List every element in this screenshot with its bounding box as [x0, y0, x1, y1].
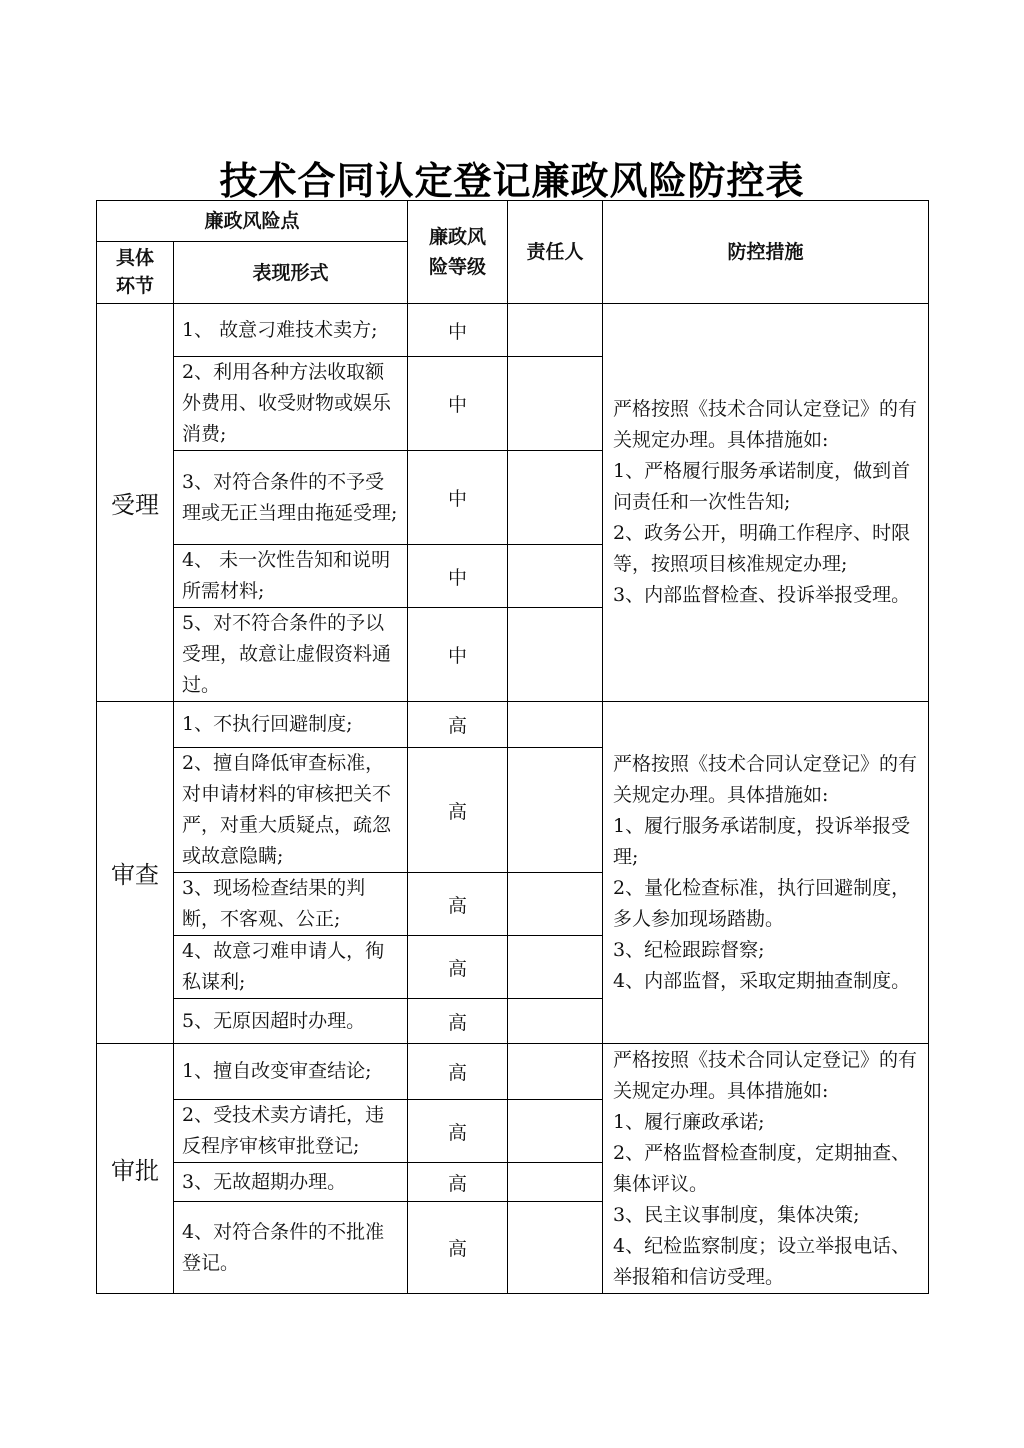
form-cell: 1、 故意刁难技术卖方;	[174, 304, 408, 357]
responsible-cell	[508, 451, 603, 545]
form-cell: 2、利用各种方法收取额外费用、收受财物或娱乐消费;	[174, 357, 408, 451]
risk-level-cell: 高	[408, 748, 508, 873]
risk-level-cell: 高	[408, 1163, 508, 1202]
measures-line: 4、纪检监察制度；设立举报电话、举报箱和信访受理。	[613, 1234, 911, 1288]
measures-line: 3、内部监督检查、投诉举报受理。	[613, 584, 911, 606]
measures-cell	[603, 1044, 929, 1294]
form-cell: 1、擅自改变审查结论;	[174, 1044, 408, 1100]
measures-line: 2、严格监督检查制度，定期抽查、集体评议。	[613, 1141, 911, 1195]
risk-level-cell: 中	[408, 608, 508, 702]
form-cell: 4、故意刁难申请人，徇私谋利;	[174, 936, 408, 999]
measures-line: 1、履行服务承诺制度，投诉举报受理;	[613, 814, 911, 868]
header-measures: 防控措施	[603, 201, 929, 304]
form-cell: 5、无原因超时办理。	[174, 999, 408, 1044]
risk-control-table	[96, 200, 929, 1294]
risk-level-cell: 中	[408, 451, 508, 545]
responsible-cell	[508, 873, 603, 936]
header-form: 表现形式	[174, 242, 408, 304]
measures-line: 严格按照《技术合同认定登记》的有关规定办理。具体措施如:	[613, 1048, 918, 1102]
risk-level-cell: 高	[408, 873, 508, 936]
form-cell: 4、对符合条件的不批准登记。	[174, 1202, 408, 1294]
stage-cell: 审查	[97, 702, 174, 1044]
measures-cell	[603, 304, 929, 702]
risk-level-cell: 高	[408, 1100, 508, 1163]
measures-line: 2、量化检查标准，执行回避制度，多人参加现场踏勘。	[613, 876, 911, 930]
risk-level-cell: 高	[408, 702, 508, 748]
header-risk-point: 廉政风险点	[97, 201, 408, 242]
responsible-cell	[508, 1163, 603, 1202]
measures-cell	[603, 702, 929, 1044]
responsible-cell	[508, 1100, 603, 1163]
form-cell: 5、对不符合条件的予以受理，故意让虚假资料通过。	[174, 608, 408, 702]
responsible-cell	[508, 304, 603, 357]
form-cell: 3、无故超期办理。	[174, 1163, 408, 1202]
measures-line: 3、民主议事制度，集体决策;	[613, 1203, 860, 1226]
risk-level-cell: 高	[408, 1202, 508, 1294]
risk-level-cell: 高	[408, 999, 508, 1044]
responsible-cell	[508, 702, 603, 748]
responsible-cell	[508, 357, 603, 451]
measures-line: 3、纪检跟踪督察;	[613, 938, 765, 961]
form-cell: 1、不执行回避制度;	[174, 702, 408, 748]
header-stage: 具体环节	[97, 242, 174, 304]
form-cell: 3、现场检查结果的判断，不客观、公正;	[174, 873, 408, 936]
measures-line: 4、内部监督，采取定期抽查制度。	[613, 969, 911, 992]
responsible-cell	[508, 1044, 603, 1100]
header-responsible-person: 责任人	[508, 201, 603, 304]
stage-cell: 审批	[97, 1044, 174, 1294]
header-risk-level: 廉政风险等级	[408, 201, 508, 304]
risk-level-cell: 高	[408, 1044, 508, 1100]
measures-line: 1、履行廉政承诺;	[613, 1110, 765, 1133]
responsible-cell	[508, 748, 603, 873]
measures-line: 严格按照《技术合同认定登记》的有关规定办理。具体措施如:	[613, 398, 918, 451]
form-cell: 2、受技术卖方请托，违反程序审核审批登记;	[174, 1100, 408, 1163]
risk-level-cell: 中	[408, 545, 508, 608]
responsible-cell	[508, 936, 603, 999]
form-cell: 4、 未一次性告知和说明所需材料;	[174, 545, 408, 608]
responsible-cell	[508, 545, 603, 608]
responsible-cell	[508, 608, 603, 702]
stage-cell: 受理	[97, 304, 174, 702]
responsible-cell	[508, 999, 603, 1044]
page-title: 技术合同认定登记廉政风险防控表	[219, 158, 805, 203]
risk-level-cell: 中	[408, 357, 508, 451]
measures-line: 严格按照《技术合同认定登记》的有关规定办理。具体措施如:	[613, 752, 918, 806]
measures-line: 1、严格履行服务承诺制度，做到首问责任和一次性告知;	[613, 460, 911, 513]
measures-line: 2、政务公开，明确工作程序、时限等，按照项目核准规定办理;	[613, 522, 911, 575]
risk-level-cell: 中	[408, 304, 508, 357]
risk-level-cell: 高	[408, 936, 508, 999]
form-cell: 2、擅自降低审查标准，对申请材料的审核把关不严，对重大质疑点，疏忽或故意隐瞒;	[174, 748, 408, 873]
responsible-cell	[508, 1202, 603, 1294]
form-cell: 3、对符合条件的不予受理或无正当理由拖延受理;	[174, 451, 408, 545]
